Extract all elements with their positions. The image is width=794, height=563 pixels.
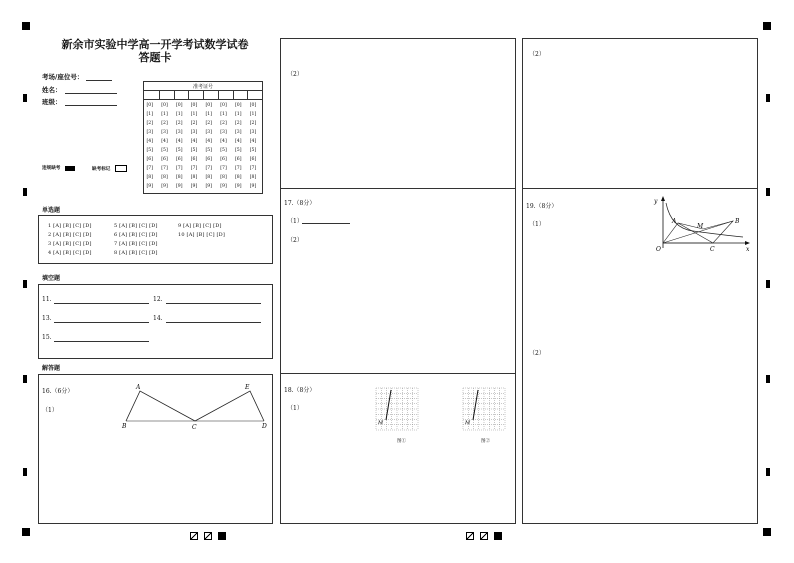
admission-digit-bubble[interactable]: [2] bbox=[205, 121, 213, 126]
mc-question-8[interactable]: 8 [A] [B] [C] [D] bbox=[114, 250, 158, 256]
admission-digit-bubble[interactable]: [7] bbox=[249, 166, 257, 171]
admission-digit-bubble[interactable]: [3] bbox=[190, 130, 198, 135]
q15-part2-box[interactable] bbox=[280, 38, 516, 189]
q16-point-d: D bbox=[262, 423, 267, 430]
admission-digit-bubble[interactable]: [5] bbox=[161, 148, 168, 153]
blank-15-label: 15. bbox=[42, 334, 52, 341]
blank-12-line[interactable] bbox=[166, 303, 261, 304]
q19-label-c: C bbox=[710, 246, 715, 253]
segment-line bbox=[386, 390, 391, 420]
admission-digit-bubble[interactable]: [2] bbox=[235, 121, 242, 126]
page-mark-slash-3 bbox=[466, 532, 474, 540]
admission-digit-bubble[interactable]: [7] bbox=[190, 166, 198, 171]
admission-digit-bubble[interactable]: [4] bbox=[190, 139, 198, 144]
admission-digit-bubble[interactable]: [0] bbox=[235, 103, 242, 108]
admission-digit-bubble[interactable]: [7] bbox=[161, 166, 168, 171]
blank-11-line[interactable] bbox=[54, 303, 149, 304]
admission-digit-bubble[interactable]: [3] bbox=[205, 130, 213, 135]
mc-question-5[interactable]: 5 [A] [B] [C] [D] bbox=[114, 223, 158, 229]
name-field[interactable] bbox=[42, 85, 117, 94]
admission-digit-bubble[interactable]: [6] bbox=[176, 157, 183, 162]
seat-number-field[interactable] bbox=[42, 72, 112, 81]
admission-digit-bubble[interactable]: [8] bbox=[235, 175, 242, 180]
page-mark-solid-1 bbox=[218, 532, 226, 540]
mc-question-6[interactable]: 6 [A] [B] [C] [D] bbox=[114, 232, 158, 238]
page-mark-slash-2 bbox=[204, 532, 212, 540]
admission-digit-bubble[interactable]: [6] bbox=[205, 157, 213, 162]
blank-13-label: 13. bbox=[42, 315, 52, 322]
admission-digit-bubble[interactable]: [0] bbox=[146, 103, 154, 108]
admission-digit-bubble[interactable]: [2] bbox=[249, 121, 257, 126]
q19-label-x: x bbox=[746, 246, 750, 253]
admission-digit-bubble[interactable]: [8] bbox=[176, 175, 183, 180]
admission-digit-bubble[interactable]: [2] bbox=[190, 121, 198, 126]
admission-digit-bubble[interactable]: [9] bbox=[176, 184, 183, 189]
page-mark-slash-1 bbox=[190, 532, 198, 540]
mc-question-7[interactable]: 7 [A] [B] [C] [D] bbox=[114, 241, 158, 247]
admission-digit-bubble[interactable]: [1] bbox=[190, 112, 198, 117]
admission-digit-bubble[interactable]: [1] bbox=[146, 112, 154, 117]
q17-part2-cont-label: （2） bbox=[529, 51, 545, 58]
admission-digit-bubble[interactable]: [2] bbox=[161, 121, 168, 126]
admission-digit-bubble[interactable]: [6] bbox=[190, 157, 198, 162]
q18-figure-2-caption: 图② bbox=[481, 439, 490, 444]
q19-title: 19.（8分） bbox=[526, 203, 558, 210]
admission-digit-bubble[interactable]: [3] bbox=[176, 130, 183, 135]
corner-mark-top-right bbox=[763, 22, 771, 30]
admission-digit-bubble[interactable]: [1] bbox=[205, 112, 213, 117]
admission-digit-bubble[interactable]: [6] bbox=[235, 157, 242, 162]
admission-digit-bubble[interactable]: [0] bbox=[220, 103, 227, 108]
admission-digit-bubble[interactable]: [4] bbox=[205, 139, 213, 144]
single-choice-box bbox=[38, 215, 273, 264]
admission-digit-bubble[interactable]: [9] bbox=[190, 184, 198, 189]
admission-digit-bubble[interactable]: [7] bbox=[220, 166, 227, 171]
q15-part2-label: （2） bbox=[287, 71, 303, 78]
q16-triangle-right bbox=[195, 391, 264, 421]
admission-digit-bubble[interactable]: [1] bbox=[235, 112, 242, 117]
answer-sheet-title: 答题卡 bbox=[138, 51, 172, 64]
admission-digit-bubble[interactable]: [8] bbox=[249, 175, 257, 180]
admission-digit-bubble[interactable]: [5] bbox=[176, 148, 183, 153]
admission-digit-bubble[interactable]: [3] bbox=[235, 130, 242, 135]
side-mark-right bbox=[766, 188, 770, 196]
absent-legend[interactable] bbox=[92, 165, 127, 172]
fill-blank-heading: 填空题 bbox=[42, 275, 61, 282]
q16-part1: （1） bbox=[42, 407, 58, 414]
admission-digit-bubble[interactable]: [8] bbox=[190, 175, 198, 180]
side-mark-right bbox=[766, 375, 770, 383]
admission-digit-bubble[interactable]: [5] bbox=[220, 148, 227, 153]
side-mark-left bbox=[23, 280, 27, 288]
seat-number-line bbox=[86, 73, 112, 81]
q17-part1: （1） bbox=[287, 218, 303, 225]
admission-digit-bubble[interactable]: [0] bbox=[161, 103, 168, 108]
q19-label-m: M bbox=[697, 223, 704, 230]
q18-figure-1-caption: 图① bbox=[397, 439, 406, 444]
admission-digit-bubble[interactable]: [9] bbox=[220, 184, 227, 189]
q16-triangle-left bbox=[126, 391, 195, 421]
admission-column-divider bbox=[159, 90, 160, 99]
admission-digit-bubble[interactable]: [4] bbox=[220, 139, 227, 144]
q19-curve bbox=[666, 203, 743, 237]
admission-column-divider bbox=[174, 90, 175, 99]
q19-coordinate-figure bbox=[653, 193, 753, 255]
single-choice-heading: 单选题 bbox=[42, 207, 61, 214]
admission-digit-bubble[interactable]: [5] bbox=[205, 148, 213, 153]
corner-mark-bottom-left bbox=[22, 528, 30, 536]
q18-grid-figure-1 bbox=[374, 386, 420, 432]
segment-line bbox=[473, 390, 478, 420]
admission-digit-bubble[interactable]: [6] bbox=[249, 157, 257, 162]
admission-column-divider bbox=[203, 90, 204, 99]
admission-column-divider bbox=[233, 90, 234, 99]
admission-digit-bubble[interactable]: [2] bbox=[146, 121, 154, 126]
q17-box[interactable] bbox=[280, 188, 516, 374]
class-line bbox=[65, 98, 117, 106]
seat-number-label: 考场/座位号： bbox=[42, 73, 84, 81]
admission-digit-bubble[interactable]: [7] bbox=[176, 166, 183, 171]
admission-digit-bubble[interactable]: [5] bbox=[190, 148, 198, 153]
q18-title: 18.（8分） bbox=[284, 387, 316, 394]
blank-14-label: 14. bbox=[153, 315, 163, 322]
admission-column-divider bbox=[247, 90, 248, 99]
admission-digit-bubble[interactable]: [9] bbox=[235, 184, 242, 189]
admission-digit-bubble[interactable]: [8] bbox=[205, 175, 213, 180]
admission-digit-bubble[interactable]: [5] bbox=[146, 148, 154, 153]
admission-digit-bubble[interactable]: [6] bbox=[220, 157, 227, 162]
violation-label: 违规缺考 bbox=[42, 166, 61, 171]
q17-part2: （2） bbox=[287, 237, 303, 244]
q19-y-arrow bbox=[661, 196, 665, 201]
admission-digit-bubble[interactable]: [9] bbox=[161, 184, 168, 189]
admission-digit-bubble[interactable]: [0] bbox=[249, 103, 257, 108]
admission-digit-bubble[interactable]: [1] bbox=[249, 112, 257, 117]
mc-question-9[interactable]: 9 [A] [B] [C] [D] bbox=[178, 223, 222, 229]
admission-digit-bubble[interactable]: [9] bbox=[205, 184, 213, 189]
q19-label-a: A bbox=[672, 218, 677, 225]
admission-digit-bubble[interactable]: [2] bbox=[176, 121, 183, 126]
corner-mark-top-left bbox=[22, 22, 30, 30]
q16-box[interactable] bbox=[38, 374, 273, 524]
class-field[interactable] bbox=[42, 97, 117, 106]
q18-box[interactable] bbox=[280, 373, 516, 524]
admission-digit-bubble[interactable]: [0] bbox=[190, 103, 198, 108]
admission-digit-bubble[interactable]: [7] bbox=[235, 166, 242, 171]
point-m-label: M bbox=[378, 420, 384, 426]
side-mark-left bbox=[23, 188, 27, 196]
q19-label-y: y bbox=[654, 198, 658, 205]
admission-digit-bubble[interactable]: [3] bbox=[161, 130, 168, 135]
side-mark-left bbox=[23, 468, 27, 476]
q16-figure bbox=[119, 381, 274, 431]
admission-digit-bubble[interactable]: [4] bbox=[146, 139, 154, 144]
side-mark-left bbox=[23, 94, 27, 102]
q17-title: 17.（8分） bbox=[284, 200, 316, 207]
name-line bbox=[65, 86, 117, 94]
admission-digit-bubble[interactable]: [4] bbox=[249, 139, 257, 144]
admission-number-title: 准考证号 bbox=[192, 84, 213, 90]
absent-checkbox[interactable] bbox=[115, 165, 127, 172]
admission-digit-bubble[interactable]: [4] bbox=[235, 139, 242, 144]
answer-heading: 解答题 bbox=[42, 365, 61, 372]
exam-title: 新余市实验中学高一开学考试数学试卷 bbox=[61, 38, 249, 51]
q19-label-b: B bbox=[735, 218, 740, 225]
admission-digit-bubble[interactable]: [7] bbox=[205, 166, 213, 171]
corner-mark-bottom-right bbox=[763, 528, 771, 536]
admission-column-divider bbox=[218, 90, 219, 99]
admission-digit-bubble[interactable]: [4] bbox=[161, 139, 168, 144]
violation-box bbox=[65, 166, 75, 171]
q16-point-c: C bbox=[192, 424, 197, 431]
admission-digit-bubble[interactable]: [3] bbox=[249, 130, 257, 135]
admission-number-grid bbox=[143, 81, 263, 194]
blank-13-line[interactable] bbox=[54, 322, 149, 323]
q16-point-e: E bbox=[245, 384, 250, 391]
mc-question-2[interactable]: 2 [A] [B] [C] [D] bbox=[48, 232, 92, 238]
q16-point-b: B bbox=[122, 423, 127, 430]
admission-digit-bubble[interactable]: [2] bbox=[220, 121, 227, 126]
point-m-label: M bbox=[465, 420, 471, 426]
absent-label: 缺考标记 bbox=[92, 166, 111, 172]
admission-digit-bubble[interactable]: [6] bbox=[161, 157, 168, 162]
admission-digit-bubble[interactable]: [8] bbox=[146, 175, 154, 180]
q17-part2-cont-box[interactable] bbox=[522, 38, 758, 189]
blank-14-line[interactable] bbox=[166, 322, 261, 323]
q18-grid-figure-2 bbox=[461, 386, 507, 432]
blank-12-label: 12. bbox=[153, 296, 163, 303]
class-label: 班级： bbox=[42, 98, 62, 106]
q19-part2: （2） bbox=[529, 350, 545, 357]
admission-column-divider bbox=[188, 90, 189, 99]
mc-question-10[interactable]: 10 [A] [B] [C] [D] bbox=[178, 232, 226, 238]
q19-part1: （1） bbox=[529, 221, 545, 228]
fill-blank-box bbox=[38, 284, 273, 359]
name-label: 姓名： bbox=[42, 86, 62, 94]
side-mark-right bbox=[766, 94, 770, 102]
admission-digit-bubble[interactable]: [5] bbox=[235, 148, 242, 153]
q16-point-a: A bbox=[136, 384, 141, 391]
admission-digit-bubble[interactable]: [1] bbox=[176, 112, 183, 117]
page-mark-slash-4 bbox=[480, 532, 488, 540]
q18-part1: （1） bbox=[287, 405, 303, 412]
mc-question-3[interactable]: 3 [A] [B] [C] [D] bbox=[48, 241, 92, 247]
admission-digit-bubble[interactable]: [3] bbox=[220, 130, 227, 135]
admission-digit-bubble[interactable]: [5] bbox=[249, 148, 257, 153]
blank-15-line[interactable] bbox=[54, 341, 149, 342]
q19-label-o: O bbox=[656, 246, 661, 253]
side-mark-right bbox=[766, 280, 770, 288]
mc-question-1[interactable]: 1 [A] [B] [C] [D] bbox=[48, 223, 92, 229]
admission-digit-bubble[interactable]: [0] bbox=[205, 103, 213, 108]
admission-digit-bubble[interactable]: [9] bbox=[249, 184, 257, 189]
side-mark-right bbox=[766, 468, 770, 476]
admission-digit-bubble[interactable]: [4] bbox=[176, 139, 183, 144]
q16-title: 16.（6分） bbox=[42, 388, 74, 395]
q17-part1-line[interactable] bbox=[302, 223, 350, 224]
admission-digit-bubble[interactable]: [1] bbox=[220, 112, 227, 117]
violation-legend bbox=[42, 165, 75, 171]
side-mark-left bbox=[23, 375, 27, 383]
admission-digit-bubble[interactable]: [7] bbox=[146, 166, 154, 171]
mc-question-4[interactable]: 4 [A] [B] [C] [D] bbox=[48, 250, 92, 256]
admission-digit-bubble[interactable]: [9] bbox=[146, 184, 154, 189]
q19-x-arrow bbox=[745, 241, 750, 245]
page-mark-solid-2 bbox=[494, 532, 502, 540]
admission-digit-bubble[interactable]: [0] bbox=[176, 103, 183, 108]
admission-digit-bubble[interactable]: [6] bbox=[146, 157, 154, 162]
admission-digit-bubble[interactable]: [3] bbox=[146, 130, 154, 135]
blank-11-label: 11. bbox=[42, 296, 52, 303]
admission-write-row-divider bbox=[144, 99, 262, 100]
admission-digit-bubble[interactable]: [8] bbox=[161, 175, 168, 180]
admission-digit-bubble[interactable]: [8] bbox=[220, 175, 227, 180]
admission-digit-bubble[interactable]: [1] bbox=[161, 112, 168, 117]
q19-box[interactable] bbox=[522, 188, 758, 524]
